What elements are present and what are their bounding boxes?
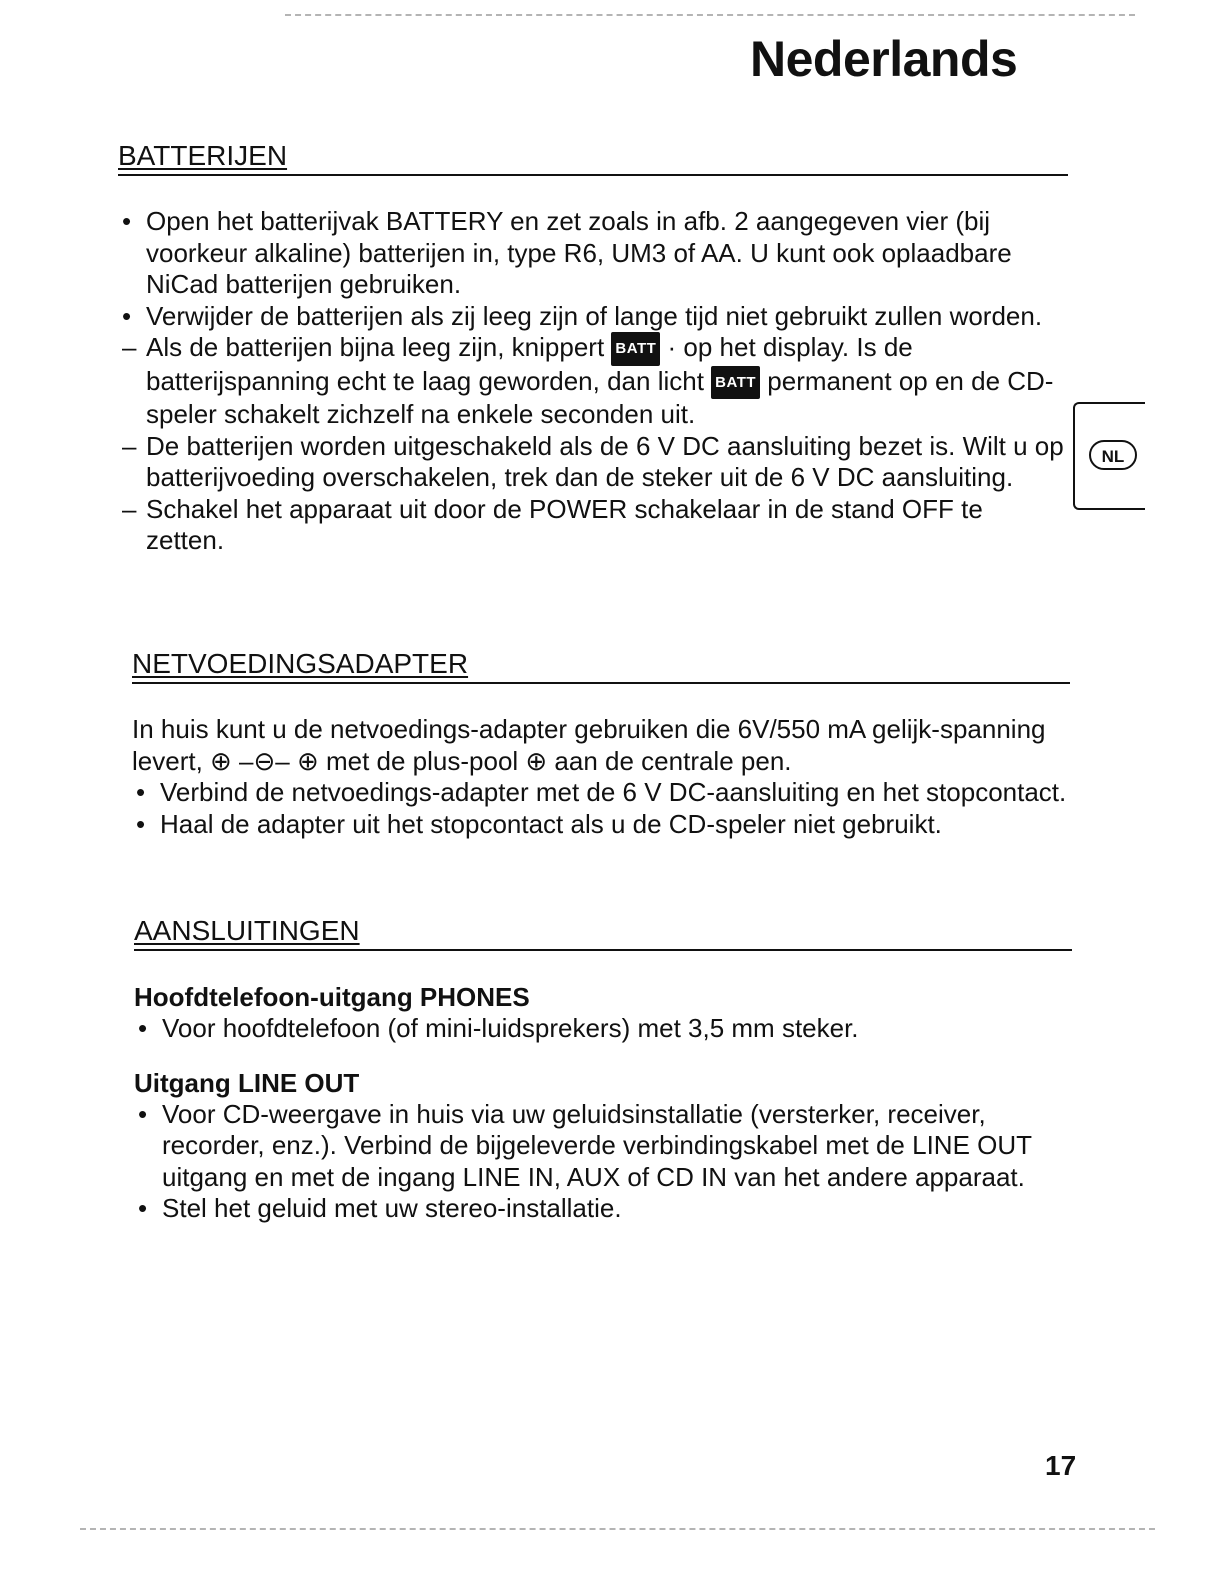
list-item: • Voor CD-weergave in huis via uw geluidsinstallatie (versterker, receiver, recorder, enz.). Verbind de bijgeleverde verbindingskabel met de LINE OUT uitgang en met de ingang LINE IN, AUX of CD IN van het andere apparaat. — [138, 1098, 1032, 1192]
netvoeding-list — [132, 777, 1070, 840]
page-number: 17 — [1045, 1450, 1077, 1481]
section-heading: BATTERIJEN — [118, 140, 1068, 176]
section-heading: AANSLUITINGEN — [134, 915, 1072, 951]
list-item: • Verwijder de batterijen als zij leeg zijn of lange tijd niet gebruikt zullen worden. — [122, 300, 1043, 331]
phones-list — [134, 1013, 1072, 1045]
nl-badge: NL — [1089, 440, 1137, 470]
language-title: Nederlands — [750, 31, 1018, 87]
batt-indicator-icon: BATT — [611, 332, 660, 366]
phones-subheading: Hoofdtelefoon-uitgang PHONES — [134, 982, 530, 1012]
top-scan-edge — [285, 14, 1135, 16]
list-item: • Voor hoofdtelefoon (of mini-luidsprekers) met 3,5 mm steker. — [138, 1013, 859, 1043]
list-item: • Verbind de netvoedings-adapter met de 6 V DC-aansluiting en het stopcontact. — [136, 777, 1067, 807]
list-item: – De batterijen worden uitgeschakeld als de 6 V DC aansluiting bezet is. Wilt u op batterijvoeding overschakelen, trek dan de steker uit de 6 V DC aansluiting. — [122, 430, 1064, 492]
lineout-list — [134, 1099, 1072, 1225]
section-aansluitingen — [134, 915, 1072, 1225]
lineout-subheading: Uitgang LINE OUT — [134, 1067, 360, 1098]
batterijen-list — [118, 206, 1068, 557]
list-item: – Schakel het apparaat uit door de POWER schakelaar in de stand OFF te zetten. — [122, 493, 983, 555]
section-heading: NETVOEDINGSADAPTER — [132, 648, 1070, 684]
list-item: • Open het batterijvak BATTERY en zet zoals in afb. 2 aangegeven vier (bij voorkeur alkaline) batterijen in, type R6, UM3 of AA. U kunt ook oplaadbare NiCad batterijen gebruiken. — [122, 206, 1012, 299]
list-item: – Als de batterijen bijna leeg zijn, knippert BATT · op het display. Is de batterijspanning echt te laag geworden, dan licht BATT permanent op en de CD-speler schakelt zichzelf na enkele seconden uit. — [122, 332, 1054, 429]
netvoeding-intro: In huis kunt u de netvoedings-adapter gebruiken die 6V/550 mA gelijk-spanning levert, ⊕ –⊖– ⊕ met de plus-pool ⊕ aan de centrale pen. — [132, 714, 1046, 776]
section-netvoeding — [132, 648, 1070, 840]
list-item: • Stel het geluid met uw stereo-installatie. — [138, 1193, 622, 1223]
batt-indicator-icon: BATT — [711, 366, 760, 400]
list-item: • Haal de adapter uit het stopcontact als u de CD-speler niet gebruikt. — [136, 808, 942, 839]
language-tab — [1073, 402, 1145, 510]
section-batterijen — [118, 140, 1068, 557]
bottom-scan-edge — [80, 1528, 1155, 1530]
